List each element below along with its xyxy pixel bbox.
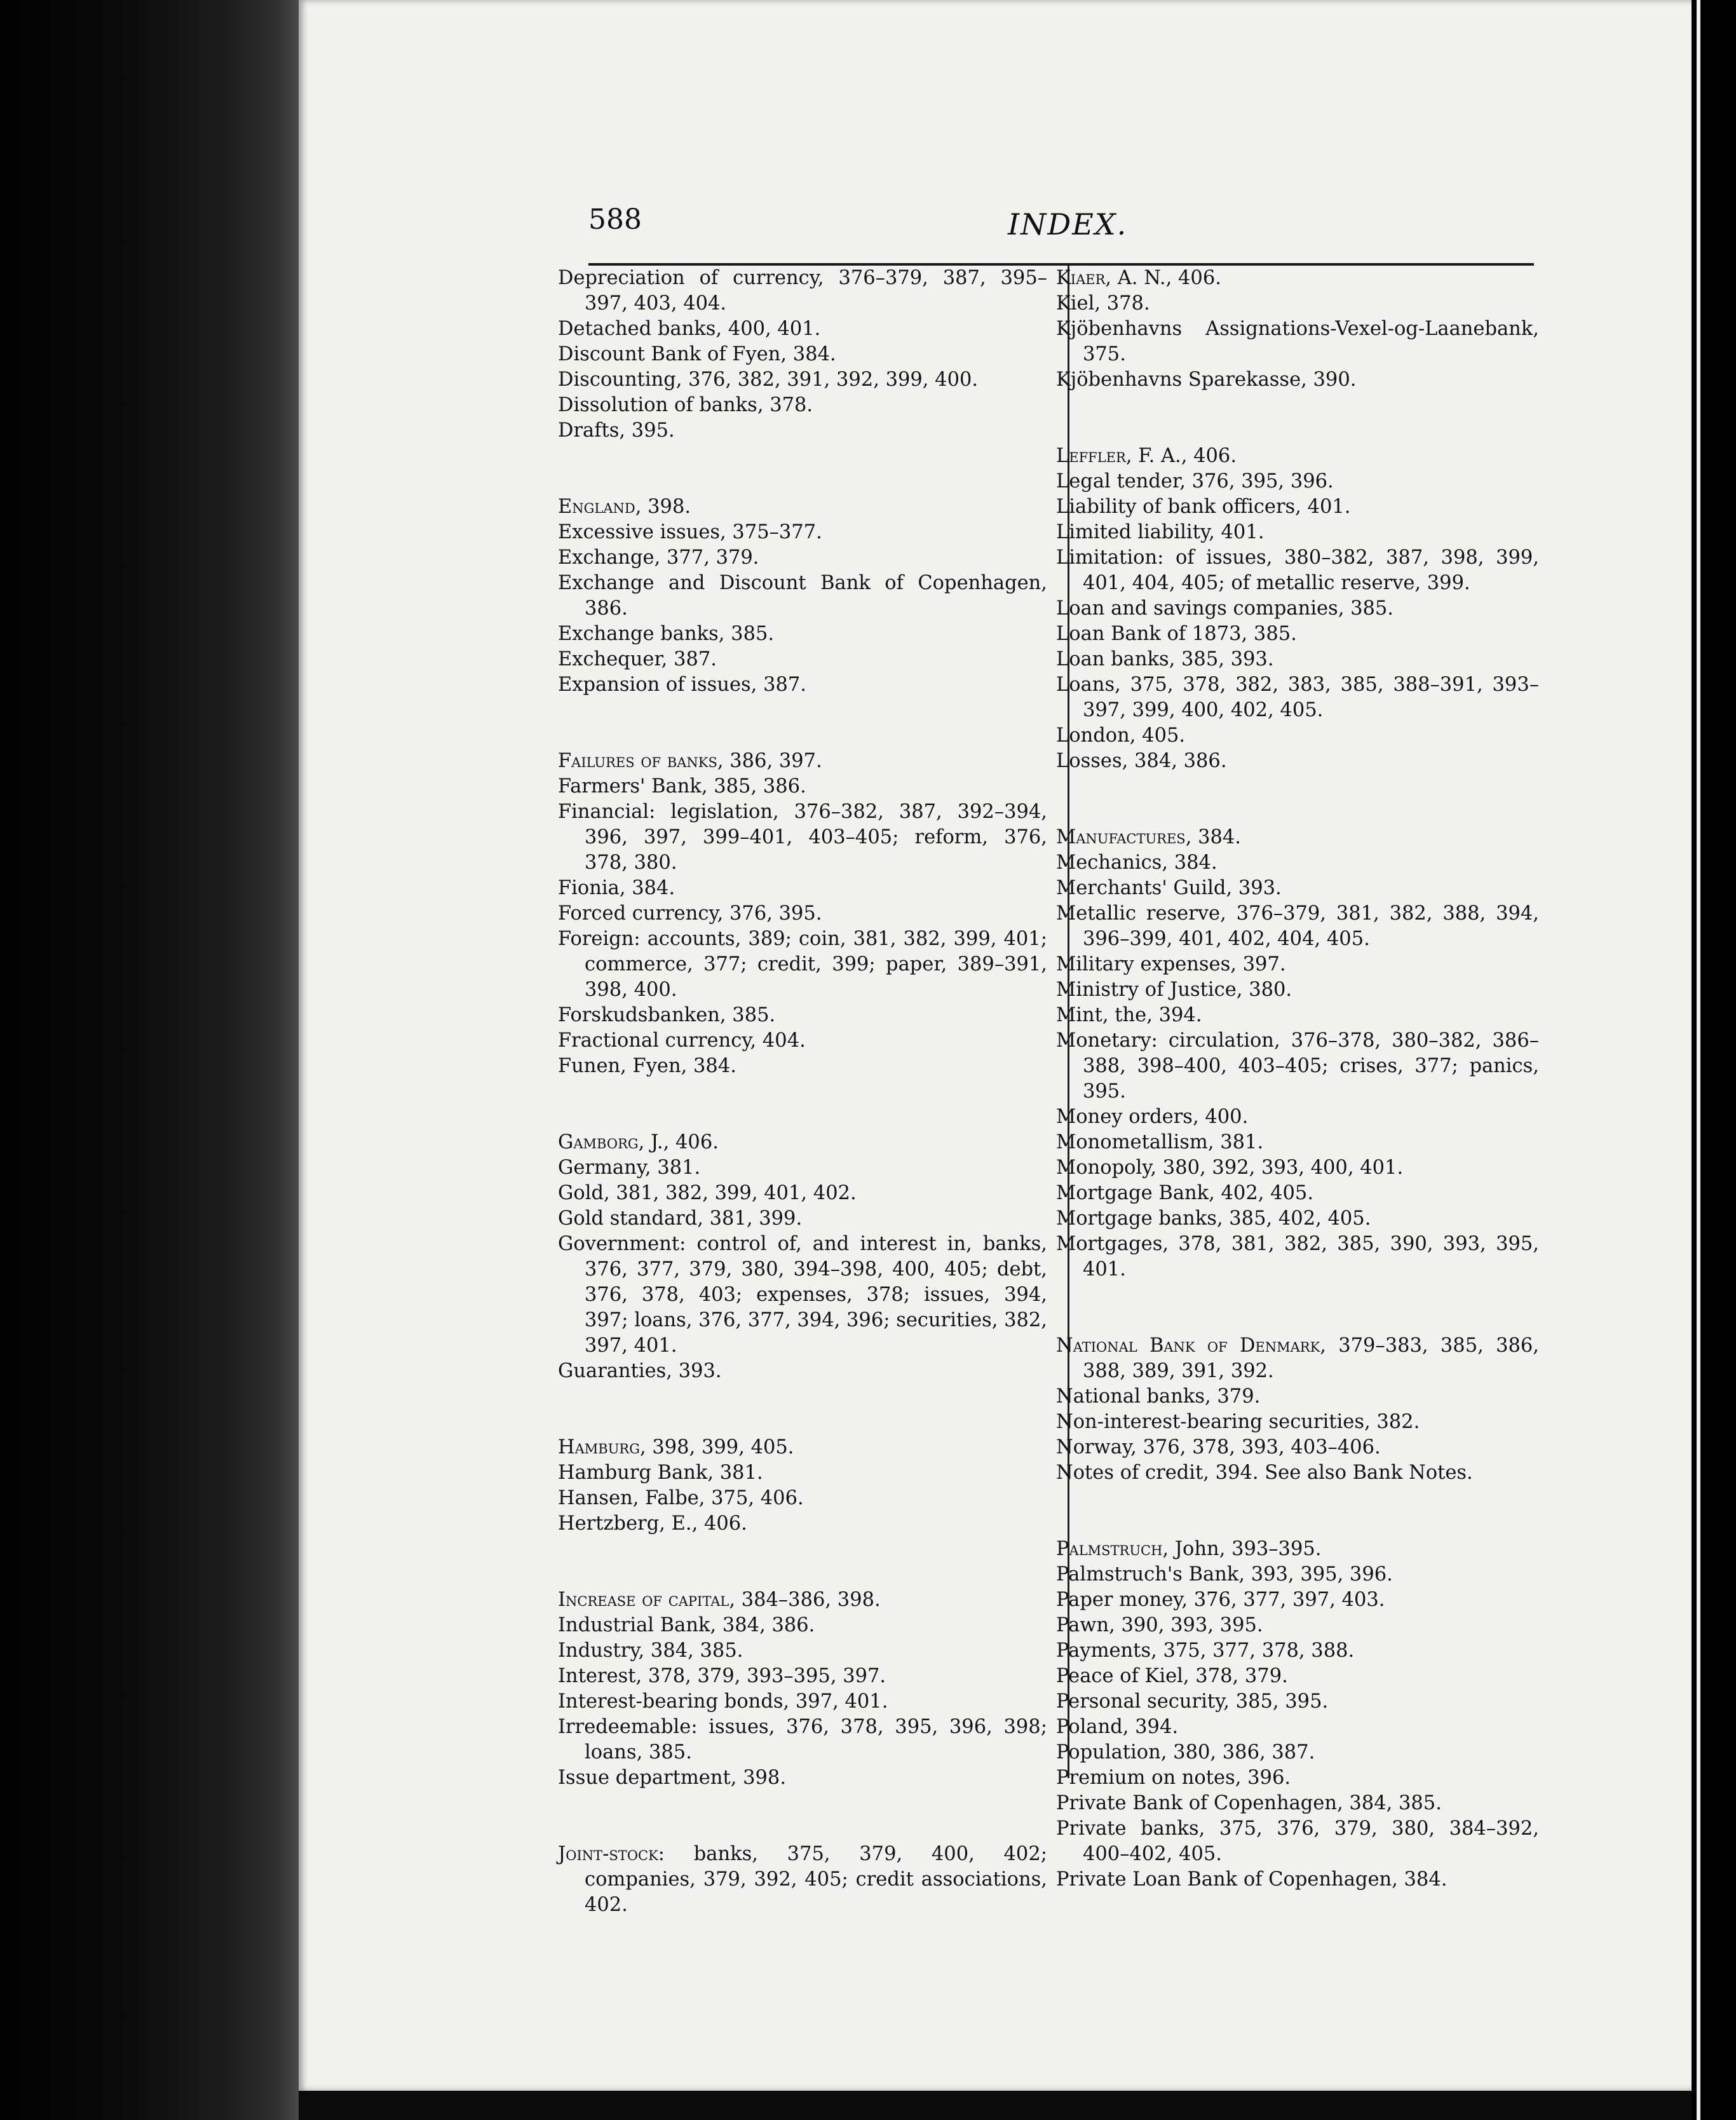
index-entry-text: Depreciation of currency, 376–379, 387, 395–397, 403, 404.: [558, 267, 1047, 315]
index-entry-text: Kjöbenhavns Sparekasse, 390.: [1056, 369, 1357, 391]
page-number: 588: [588, 203, 642, 236]
index-letter-group: [558, 266, 1047, 444]
index-entry-text: Poland, 394.: [1056, 1716, 1179, 1738]
index-entry-text: Mechanics, 384.: [1056, 852, 1217, 874]
index-entry-text: Gold standard, 381, 399.: [558, 1207, 803, 1230]
index-entry: [558, 1435, 1047, 1460]
index-entry: [1056, 825, 1539, 850]
index-entry: [558, 1359, 1047, 1384]
index-entry-text: Industry, 384, 385.: [558, 1640, 743, 1662]
index-entry-text: , 386, 397.: [717, 750, 822, 772]
index-entry: [558, 647, 1047, 672]
index-entry-text: Norway, 376, 378, 393, 403–406.: [1056, 1436, 1381, 1458]
index-entry-heading: Palmstruch: [1056, 1538, 1163, 1560]
index-entry-text: Hertzberg, E., 406.: [558, 1512, 747, 1535]
index-entry-heading: England: [558, 496, 635, 518]
page-bottom-shadow: [299, 2091, 1692, 2120]
index-entry-text: Exchequer, 387.: [558, 648, 717, 670]
index-entry-text: Germany, 381.: [558, 1157, 701, 1179]
index-entry: [558, 876, 1047, 901]
index-entry-text: Mortgage banks, 385, 402, 405.: [1056, 1207, 1371, 1230]
index-entry: [558, 1460, 1047, 1486]
index-entry-text: Monetary: circulation, 376–378, 380–382, 386–388, 398–400, 403–405; crises, 377; panics, 395.: [1056, 1029, 1539, 1103]
index-entry-text: Loan banks, 385, 393.: [1056, 648, 1274, 670]
index-entry: [558, 393, 1047, 418]
index-letter-group: [558, 749, 1047, 1079]
next-page-edge: [1692, 0, 1736, 2120]
index-entry-text: Mint, the, 394.: [1056, 1004, 1202, 1026]
index-entry-text: Private Loan Bank of Copenhagen, 384.: [1056, 1868, 1448, 1891]
index-entry: [1056, 1155, 1539, 1181]
index-entry: [558, 1003, 1047, 1028]
index-entry: [1056, 672, 1539, 723]
index-entry: [1056, 1689, 1539, 1715]
index-entry: [558, 520, 1047, 545]
index-letter-group: [1056, 825, 1539, 1282]
index-letter-group: [558, 1842, 1047, 1918]
index-entry-text: Monopoly, 380, 392, 393, 400, 401.: [1056, 1157, 1404, 1179]
index-entry-text: Industrial Bank, 384, 386.: [558, 1614, 815, 1636]
index-entry: [558, 1638, 1047, 1664]
index-entry: [1056, 1384, 1539, 1410]
index-entry-text: Fractional currency, 404.: [558, 1029, 806, 1052]
index-entry: [1056, 1232, 1539, 1282]
index-entry: [1056, 1435, 1539, 1460]
index-entry: [558, 1689, 1047, 1715]
index-entry: [558, 342, 1047, 367]
index-entry-text: Gold, 381, 382, 399, 401, 402.: [558, 1182, 857, 1204]
index-entry-text: Ministry of Justice, 380.: [1056, 979, 1292, 1001]
index-entry-text: Legal tender, 376, 395, 396.: [1056, 470, 1334, 493]
index-entry-text: , 379–383, 385, 386, 388, 389, 391, 392.: [1083, 1335, 1539, 1382]
index-entry: [558, 1587, 1047, 1613]
index-entry-text: Foreign: accounts, 389; coin, 381, 382, 399, 401; commerce, 377; credit, 399; paper, 389–391, 398, 400.: [558, 928, 1047, 1001]
index-entry-text: Hamburg Bank, 381.: [558, 1462, 763, 1484]
index-entry: [558, 1765, 1047, 1791]
index-entry-text: Mortgage Bank, 402, 405.: [1056, 1182, 1314, 1204]
index-entry: [558, 1486, 1047, 1511]
index-entry: [558, 672, 1047, 698]
index-entry: [1056, 1587, 1539, 1613]
index-entry-text: Money orders, 400.: [1056, 1106, 1249, 1128]
index-entry-text: Expansion of issues, 387.: [558, 674, 806, 696]
index-entry: [558, 571, 1047, 622]
index-entry-text: Limited liability, 401.: [1056, 521, 1265, 543]
index-entry: [558, 1155, 1047, 1181]
index-entry-text: Paper money, 376, 377, 397, 403.: [1056, 1589, 1385, 1611]
index-entry: [1056, 316, 1539, 367]
index-entry: [558, 316, 1047, 342]
index-entry-text: Exchange and Discount Bank of Copenhagen, 386.: [558, 572, 1047, 620]
index-entry-text: Financial: legislation, 376–382, 387, 392–394, 396, 397, 399–401, 403–405; reform, 376, 378, 380.: [558, 801, 1047, 874]
index-entry: [1056, 494, 1539, 520]
index-entry-text: Forskudsbanken, 385.: [558, 1004, 776, 1026]
index-entry-text: Palmstruch's Bank, 393, 395, 396.: [1056, 1563, 1393, 1586]
index-entry: [1056, 1130, 1539, 1155]
index-entry-heading: National Bank of Denmark: [1056, 1335, 1320, 1357]
index-entry-text: Personal security, 385, 395.: [1056, 1690, 1329, 1713]
index-entry: [558, 1715, 1047, 1765]
index-entry: [558, 494, 1047, 520]
index-entry: [1056, 977, 1539, 1003]
index-entry: [558, 1054, 1047, 1079]
index-entry-text: Dissolution of banks, 378.: [558, 394, 813, 416]
index-entry-heading: Gamborg: [558, 1131, 639, 1153]
book-binding-gutter: [0, 0, 299, 2120]
index-entry: [1056, 622, 1539, 647]
index-entry-text: Metallic reserve, 376–379, 381, 382, 388, 394, 396–399, 401, 402, 404, 405.: [1056, 902, 1539, 950]
index-entry-text: Farmers' Bank, 385, 386.: [558, 775, 806, 798]
index-entry: [558, 1842, 1047, 1918]
index-entry-text: , J., 406.: [638, 1131, 719, 1153]
index-entry: [558, 901, 1047, 927]
index-letter-group: [1056, 266, 1539, 393]
index-entry-text: Exchange, 377, 379.: [558, 547, 759, 569]
index-entry-text: Hansen, Falbe, 375, 406.: [558, 1487, 804, 1509]
index-entry: [1056, 1333, 1539, 1384]
index-column-right: [1056, 266, 1539, 1943]
index-entry: [1056, 952, 1539, 977]
index-entry: [1056, 647, 1539, 672]
index-entry-text: , John, 393–395.: [1162, 1538, 1322, 1560]
index-entry: [1056, 469, 1539, 494]
index-entry: [1056, 596, 1539, 622]
index-entry-text: Detached banks, 400, 401.: [558, 318, 821, 340]
index-entry: [1056, 1638, 1539, 1664]
index-column-left: [558, 266, 1047, 1969]
index-entry: [1056, 723, 1539, 749]
index-entry: [1056, 876, 1539, 901]
index-entry-text: Monometallism, 381.: [1056, 1131, 1264, 1153]
index-entry-text: Payments, 375, 377, 378, 388.: [1056, 1640, 1355, 1662]
index-entry-text: Mortgages, 378, 381, 382, 385, 390, 393, 395, 401.: [1056, 1233, 1539, 1281]
index-entry-text: Limitation: of issues, 380–382, 387, 398, 399, 401, 404, 405; of metallic reserve, 399.: [1056, 547, 1539, 594]
index-entry-text: , 398, 399, 405.: [639, 1436, 794, 1458]
index-entry: [1056, 1715, 1539, 1740]
index-entry: [1056, 1537, 1539, 1562]
index-entry-heading: Manufactures: [1056, 826, 1186, 848]
index-entry: [1056, 1613, 1539, 1638]
index-entry-text: Issue department, 398.: [558, 1767, 787, 1789]
index-entry: [1056, 901, 1539, 952]
index-entry: [1056, 1003, 1539, 1028]
index-letter-group: [558, 494, 1047, 698]
index-entry-text: Fionia, 384.: [558, 877, 675, 899]
index-entry: [558, 927, 1047, 1003]
index-entry: [558, 774, 1047, 799]
index-entry: [558, 1232, 1047, 1359]
index-entry: [558, 266, 1047, 316]
index-entry-text: Premium on notes, 396.: [1056, 1767, 1291, 1789]
index-entry: [1056, 1181, 1539, 1206]
index-entry: [558, 367, 1047, 393]
index-letter-group: [558, 1130, 1047, 1384]
index-entry: [1056, 749, 1539, 774]
index-entry-heading: Increase of capital: [558, 1589, 729, 1611]
index-entry: [1056, 367, 1539, 393]
index-entry: [1056, 1410, 1539, 1435]
index-entry-text: Losses, 384, 386.: [1056, 750, 1227, 772]
index-entry: [1056, 1028, 1539, 1104]
index-entry-heading: Joint-stock: [558, 1843, 658, 1865]
index-entry-text: : banks, 375, 379, 400, 402; companies, 379, 392, 405; credit associations, 402.: [585, 1843, 1047, 1916]
index-entry-text: Discounting, 376, 382, 391, 392, 399, 400.: [558, 369, 979, 391]
index-entry: [558, 1511, 1047, 1537]
index-entry: [1056, 291, 1539, 316]
index-entry-text: Discount Bank of Fyen, 384.: [558, 343, 836, 365]
index-letter-group: [1056, 1537, 1539, 1892]
index-entry: [1056, 1104, 1539, 1130]
index-entry: [1056, 850, 1539, 876]
index-entry: [1056, 1765, 1539, 1791]
running-title: INDEX.: [1008, 207, 1128, 241]
index-entry-text: Forced currency, 376, 395.: [558, 902, 822, 925]
index-entry: [558, 1028, 1047, 1054]
index-entry-text: Guaranties, 393.: [558, 1360, 722, 1382]
index-entry: [558, 418, 1047, 444]
index-entry: [1056, 1867, 1539, 1892]
index-entry: [1056, 266, 1539, 291]
index-entry: [558, 545, 1047, 571]
index-entry-text: Excessive issues, 375–377.: [558, 521, 822, 543]
index-entry-text: National banks, 379.: [1056, 1385, 1261, 1408]
index-entry-text: Exchange banks, 385.: [558, 623, 775, 645]
index-entry-text: Kiel, 378.: [1056, 292, 1150, 315]
index-entry: [558, 1130, 1047, 1155]
index-entry: [1056, 1206, 1539, 1232]
index-entry-text: Kjöbenhavns Assignations-Vexel-og-Laanebank, 375.: [1056, 318, 1539, 365]
index-entry-text: Loans, 375, 378, 382, 383, 385, 388–391, 393–397, 399, 400, 402, 405.: [1056, 674, 1539, 721]
index-entry: [1056, 520, 1539, 545]
index-entry-text: Military expenses, 397.: [1056, 953, 1286, 975]
index-entry-text: Notes of credit, 394. See also Bank Notes.: [1056, 1462, 1473, 1484]
index-entry-text: Peace of Kiel, 378, 379.: [1056, 1665, 1288, 1687]
index-entry-text: Liability of bank officers, 401.: [1056, 496, 1351, 518]
index-entry-text: , A. N., 406.: [1105, 267, 1221, 289]
index-entry-text: Funen, Fyen, 384.: [558, 1055, 736, 1077]
index-entry-text: Loan and savings companies, 385.: [1056, 597, 1394, 620]
index-entry: [1056, 444, 1539, 469]
index-entry: [558, 622, 1047, 647]
index-entry-text: Private banks, 375, 376, 379, 380, 384–392, 400–402, 405.: [1056, 1818, 1539, 1865]
index-entry: [1056, 1460, 1539, 1486]
index-entry: [1056, 1562, 1539, 1587]
index-entry-text: Loan Bank of 1873, 385.: [1056, 623, 1297, 645]
index-entry-text: Population, 380, 386, 387.: [1056, 1741, 1315, 1763]
index-entry-text: , 398.: [635, 496, 691, 518]
index-entry-text: Drafts, 395.: [558, 419, 675, 442]
index-entry: [558, 1206, 1047, 1232]
index-entry: [1056, 1791, 1539, 1816]
index-entry-text: , 384.: [1185, 826, 1241, 848]
index-entry-text: Private Bank of Copenhagen, 384, 385.: [1056, 1792, 1442, 1814]
index-entry-text: Interest, 378, 379, 393–395, 397.: [558, 1665, 886, 1687]
index-entry: [558, 1664, 1047, 1689]
index-entry: [1056, 545, 1539, 596]
index-entry-text: London, 405.: [1056, 724, 1186, 747]
index-entry: [1056, 1816, 1539, 1867]
index-entry: [558, 1613, 1047, 1638]
index-entry-heading: Failures of banks: [558, 750, 717, 772]
index-entry-text: , 384–386, 398.: [729, 1589, 881, 1611]
index-entry: [558, 749, 1047, 774]
index-entry-text: Interest-bearing bonds, 397, 401.: [558, 1690, 888, 1713]
index-entry: [1056, 1664, 1539, 1689]
index-letter-group: [1056, 1333, 1539, 1486]
index-entry-text: Non-interest-bearing securities, 382.: [1056, 1411, 1420, 1433]
index-entry-text: Government: control of, and interest in, banks, 376, 377, 379, 380, 394–398, 400, 405; debt, 376, 378, 403; expenses, 378; issues, 394, 397; loans, 376, 377, 394, 396; securities, 382, 397, 401.: [558, 1233, 1047, 1357]
index-letter-group: [558, 1435, 1047, 1537]
index-entry-text: Merchants' Guild, 393.: [1056, 877, 1282, 899]
index-entry-heading: Kiaer: [1056, 267, 1106, 289]
index-entry-text: Pawn, 390, 393, 395.: [1056, 1614, 1263, 1636]
index-entry-heading: Leffler: [1056, 445, 1126, 467]
index-entry-text: , F. A., 406.: [1125, 445, 1237, 467]
index-entry: [558, 1181, 1047, 1206]
index-entry-text: Irredeemable: issues, 376, 378, 395, 396, 398; loans, 385.: [558, 1716, 1047, 1763]
index-entry: [558, 799, 1047, 876]
index-letter-group: [1056, 444, 1539, 774]
index-entry-heading: Hamburg: [558, 1436, 640, 1458]
index-letter-group: [558, 1587, 1047, 1791]
index-entry: [1056, 1740, 1539, 1765]
page-header: [588, 203, 1534, 254]
